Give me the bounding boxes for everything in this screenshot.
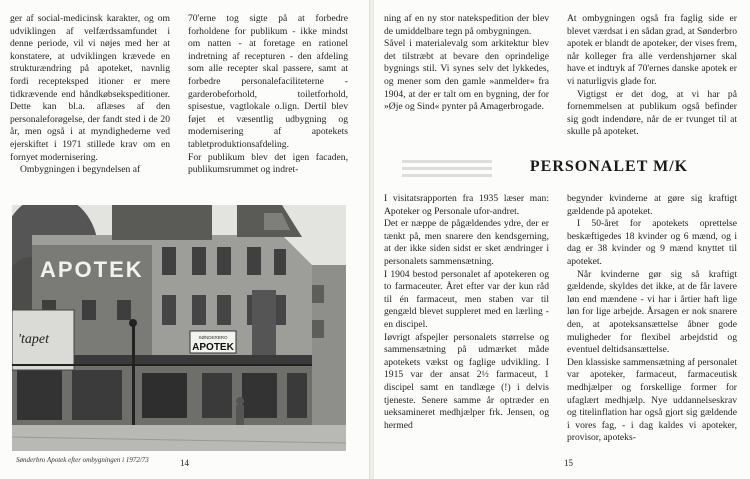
paragraph: 70'erne tog sigte på at forbedre forholdene for publikum - ikke mindst om natten - at foretage en rationel indretning af recepturen - den afdeling som alle recepter skal passere, samt at forbedre personalefaciliteterne - garderobeforhold, toiletforhold, spisestue, vagtlokale o.lign. Dertil blev føjet et væsentlig udbygning og modernisering af apotekets tabletproduktionsafdeling.: [188, 13, 348, 150]
photo-apotek-sign-large: APOTEK: [40, 257, 144, 282]
right-column-1: [384, 13, 549, 114]
right-column-4: [567, 193, 737, 445]
right-column-3: [384, 193, 549, 432]
photo-caption: Sønderbro Apotek efter ombygningen i 1972/73: [16, 456, 149, 464]
left-column-1: [10, 13, 170, 177]
paragraph: Den klassiske sammensætning af personalet var apoteker, farmaceut, farmaceutisk medhjælper og forskellige former for ufaglært medhjælp. Nye uddannelseskrav og titelinflation har også gjort sig gældende i vores fag, - i dag kaldes vi apoteker, provisor, apoteks-: [567, 356, 737, 444]
paragraph: Vigtigst er det dog, at vi har på fornemmelsen at publikum også befinder sig godt indendøre, når de er tvunget til at skulle på apoteket.: [567, 88, 737, 138]
paragraph: begynder kvinderne at gøre sig kraftigt gældende på apoteket.: [567, 193, 737, 217]
pharmacy-photo: [12, 205, 346, 451]
paragraph: I visitatsrapporten fra 1935 læser man: Apoteker og Personale ufor-andret.: [384, 193, 549, 217]
right-page: [374, 0, 750, 479]
photo-apotek-sign-small: APOTEK: [192, 342, 234, 353]
paragraph: I 1904 bestod personalet af apotekeren og to farmaceuter. Året efter var der kun råd til én farmaceut, men staben var til gengæld blevet suppleret med en lærling - en discipel.: [384, 268, 549, 330]
paragraph: Når kvinderne gør sig så kraftigt gældende, skyldes det ikke, at de får lavere løn end mændene - vi har i årtier haft lige løn for lige arbejde. Årsagen er nok snarere den, at apoteksansættelse åbner gode muligheder for flexibel arbejdstid og eventuel deltidsansættelse.: [567, 268, 737, 356]
paragraph: Såvel i materialevalg som arkitektur blev det tilstræbt at bevare den oprindelige bygnings stil. Vi synes selv det lykkedes, og mener som den gamle »anmelder« fra 1904, at der er talt om en bygning, der for »Øje og Sind« pynter på Amagerbrogade.: [384, 38, 549, 113]
photo-tapet-sign: 'tapet: [18, 332, 49, 347]
paragraph: For publikum blev det igen facaden, publikumsrummet og indret-: [188, 151, 348, 176]
right-column-2: [567, 13, 737, 139]
left-page: [0, 0, 369, 479]
paragraph: ger af social-medicinsk karakter, og om udviklingen af velfærdssamfundet i denne periode, vil vi nøjes med her at konstatere, at udviklingen krævede en strukturændring på apoteket, navnlig fordi recepteksped itioner er mere tidkrævende end håndkøbsekspeditioner. Dette kan bl.a. aflæses af den personaleforøgelse, der fandt sted i de 20 år, men også i at myndighederne ved ejerskiftet i 1971 stillede krav om en fornyet modernisering.: [10, 13, 170, 163]
paragraph: At ombygningen også fra faglig side er blevet værdsat i en sådan grad, at Sønderbro apotek er blandt de apoteker, der vises frem, når kolleger fra alle verdenshjørner skal have et indtryk af 70'ernes danske apotek er vi naturligvis glade for.: [567, 13, 737, 87]
paragraph: Det er næppe de pågældendes ydre, der er tænkt på, men snarere den kendsgerning, at der ikke siden sidst er sket ændringer i personalets sammensætning.: [384, 218, 549, 267]
paragraph: ning af en ny stor natekspedition der blev de umiddelbare tegn på ombygningen.: [384, 13, 549, 37]
photo-sign-small-text: SØNDERBRO: [198, 335, 228, 340]
paragraph: Ombygningen i begyndelsen af: [20, 164, 141, 176]
paragraph: I 50-året for apotekets oprettelse beskæftigedes 18 kvinder og 6 mænd, og i dag er 38 kvinder og 9 mænd knyttet til apoteket.: [567, 218, 737, 267]
left-column-2: [188, 13, 348, 177]
page-number: 14: [180, 458, 189, 468]
page-number: 15: [564, 458, 573, 468]
section-heading: PERSONALET M/K: [529, 158, 689, 175]
paragraph: Iøvrigt afspejler personalets størrelse og sammensætning på udmærket måde apotekets vækst og faglige udvikling. I 1915 var der ansat 2½ farmaceut, 1 discipel samt en tandlæge (!) i delvis tjeneste. Senere samme år optræder en ueksamineret medhjælper frk. Jensen, og hermed: [384, 331, 549, 431]
